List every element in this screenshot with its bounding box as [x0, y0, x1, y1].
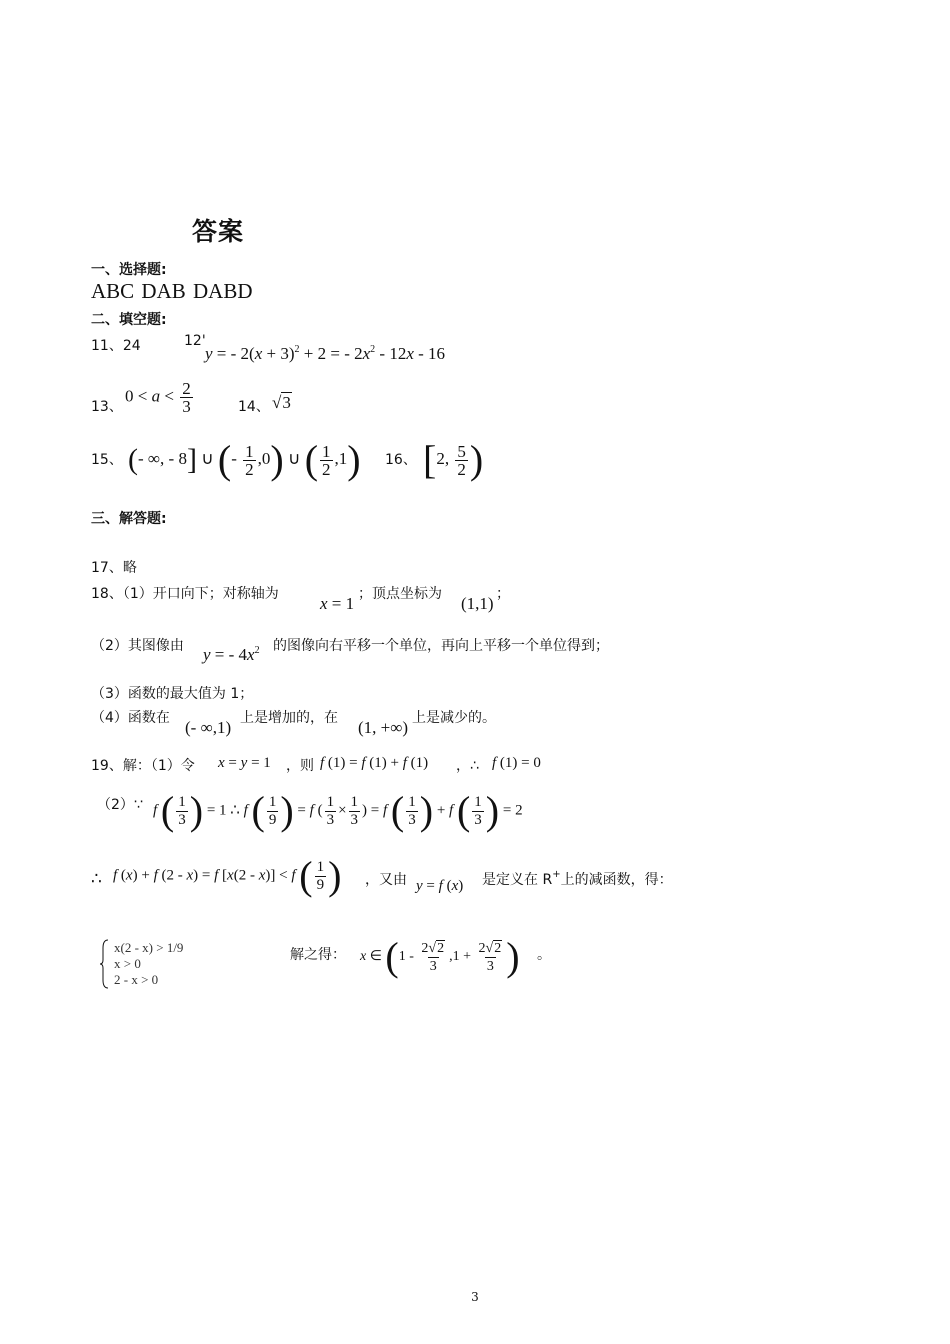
q19-f1-equation: f (1) = f (1) + f (1) — [320, 755, 429, 771]
q12-label: 12' — [184, 333, 206, 349]
q19-f1-result: f (1) = 0 — [492, 755, 541, 771]
q19-let-expression: x = y = 1 — [218, 755, 271, 771]
q19-part1-text: 19、解：（1）令 — [91, 758, 195, 774]
q18-part4-end: 上是减少的。 — [412, 710, 496, 726]
q15-label: 15、 — [91, 452, 123, 468]
q19-part2-label: （2）∵ — [97, 797, 143, 813]
q14-expression: √3 — [272, 393, 291, 412]
q19-then-text: ，则 — [286, 758, 314, 774]
q18-function-expression: y = - $4x^2$ — [203, 645, 260, 664]
q18-part1-text: 18、（1）开口向下；对称轴为 — [91, 586, 279, 602]
q18-part3-text: （3）函数的最大值为 1； — [91, 686, 254, 702]
q19-part2-expression: f ( $\frac{1}{3}$ ) = 1 ∴ f ( $\frac{1}{9}$ ) = f ( $\frac{1}{3}$ × $\frac{1}{3}$ ) = f ( $\frac{1}{3}$ ) + f ( $\frac{1}{3}$ ) = 2 — [153, 788, 523, 833]
section-solve-heading: 三、解答题: — [91, 511, 167, 527]
q18-part4-mid: 上是增加的，在 — [240, 710, 338, 726]
q19-end-period: 。 — [537, 947, 551, 963]
q19-inequality-expression: f (x) + f (2 - x) = f [x(2 - x)] < f ( $\frac{1}{9}$ ) — [113, 853, 342, 898]
q18-vertex-expression: (1,1) — [461, 594, 494, 613]
q18-part2-rest: 的图像向右平移一个单位，再向上平移一个单位得到； — [273, 638, 609, 654]
q16-label: 16、 — [385, 452, 417, 468]
q12-expression: y = - $2(x + 3)^2 + 2$ = - $2x^2 - 12x - 16$ — [205, 344, 446, 363]
inequality-system-figure — [100, 938, 280, 990]
q13-label: 13、 — [91, 399, 123, 415]
svg-text:x(2 - x) > 1/9: x(2 - x) > 1/9 — [114, 940, 184, 955]
q19-also-text: ，又由 — [365, 872, 407, 888]
q19-decreasing-text: 是定义在 R+上的减函数，得： — [482, 869, 673, 888]
q17-answer: 17、略 — [91, 560, 137, 576]
q14-label: 14、 — [238, 399, 270, 415]
q19-solution-interval: x ∈ (1 - $\frac{2√2}{3}$ ,1 + $\frac{2√2}{3}$ ) — [360, 934, 520, 979]
q15-expression: (- ∞, - 8] ∪ (- $\frac{1}{2}$ ,0) ∪ ( $\frac{1}{2}$ ,1) — [128, 437, 361, 482]
section-choice-heading: 一、选择题: — [91, 262, 167, 278]
q11-answer: 11、24 — [91, 338, 141, 354]
q18-part1-end: ； — [496, 586, 510, 602]
svg-text:2 - x > 0: 2 - x > 0 — [114, 972, 159, 987]
q18-increasing-interval: (- ∞,1) — [185, 718, 232, 737]
q18-part2-text: （2）其图像由 — [91, 638, 184, 654]
q18-part4-text: （4）函数在 — [91, 710, 170, 726]
svg-text:x > 0: x > 0 — [114, 956, 141, 971]
q19-solve-text: 解之得： — [290, 947, 346, 963]
choice-answers: ABC DAB DABD — [91, 279, 253, 303]
page-title: 答案 — [192, 217, 245, 246]
q18-decreasing-interval: (1, +∞) — [358, 718, 409, 737]
section-fill-heading: 二、填空题: — [91, 312, 167, 328]
q19-therefore-text: ，∴ — [456, 758, 479, 774]
page-number: 3 — [471, 1290, 479, 1304]
q18-vertex-text: ；顶点坐标为 — [358, 586, 442, 602]
q13-expression: 0 < a < $\frac{2}{3}$ — [125, 379, 191, 416]
q16-expression: [2, $\frac{5}{2}$ ) — [423, 437, 484, 482]
q19-therefore-symbol: ∴ — [91, 869, 102, 889]
q19-function-y: y = f (x) — [416, 878, 464, 894]
q18-axis-expression: x = 1 — [320, 594, 355, 613]
